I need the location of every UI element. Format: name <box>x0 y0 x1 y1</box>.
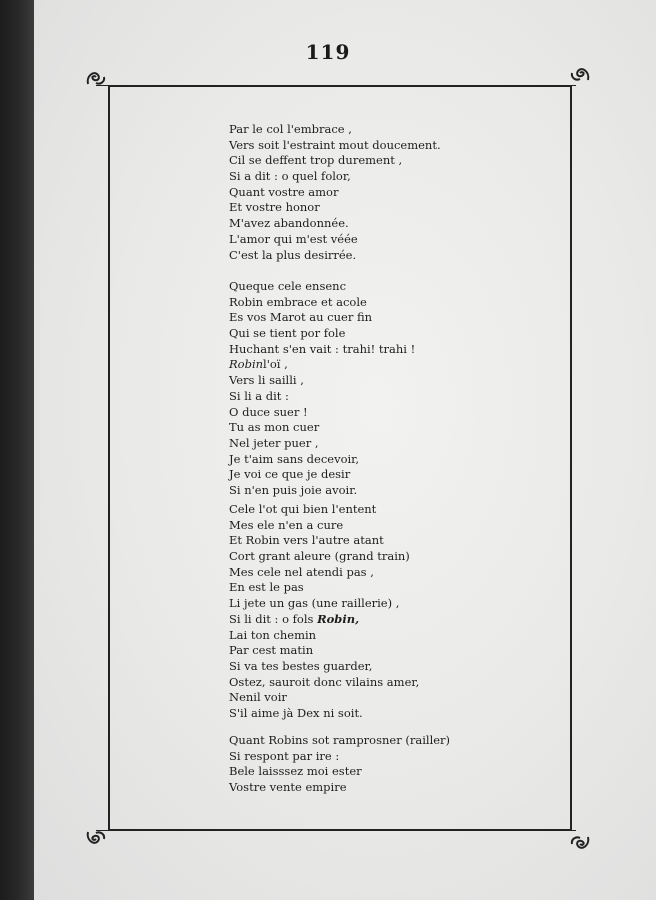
verse-line: Je voi ce que je desir <box>229 467 351 482</box>
verse-line: Si li a dit : <box>229 388 289 403</box>
stanza-3 <box>229 502 419 722</box>
verse-line: Ostez, sauroit donc vilains amer, <box>229 674 420 689</box>
verse-line: Quant vostre amor <box>229 184 339 199</box>
verse-line-start: Si li dit : o fols <box>229 611 314 626</box>
verse-line: Lai ton chemin <box>229 627 317 642</box>
character-name-robin: Robin <box>229 357 264 372</box>
verse-line: Li jete un gas (une raillerie) , <box>229 596 400 611</box>
verse-line: Vostre vente empire <box>229 780 347 795</box>
verse-line: Si va tes bestes guarder, <box>229 658 373 673</box>
verse-line-rest: l'oï , <box>263 357 288 372</box>
character-name-robin: Robin, <box>317 611 360 626</box>
stanza-1 <box>229 122 441 263</box>
verse-line-with-name <box>229 357 415 373</box>
verse-line: Cort grant aleure (grand train) <box>229 549 410 564</box>
corner-ornament-bottom-left <box>84 828 108 850</box>
verse-line-with-name <box>229 612 419 628</box>
verse-line: Si n'en puis joie avoir. <box>229 482 358 497</box>
verse-line: Par le col l'embrace , <box>229 122 352 136</box>
verse-line: Si respont par ire : <box>229 748 340 763</box>
fleuron-icon <box>84 828 108 850</box>
verse-line: Cele l'ot qui bien l'entent <box>229 502 377 516</box>
verse-line: Je t'aim sans decevoir, <box>229 451 360 466</box>
verse-line: M'avez abandonnée. <box>229 216 349 231</box>
verse-line: Tu as mon cuer <box>229 420 320 435</box>
verse-line: Vers soit l'estraint mout doucement. <box>229 137 441 152</box>
verse-line: Cil se deffent trop durement , <box>229 153 403 168</box>
stanza-2 <box>229 279 415 499</box>
verse-line: Quant Robins sot ramprosner (railler) <box>229 733 451 747</box>
verse-line: Qui se tient por fole <box>229 326 346 341</box>
verse-line: L'amor qui m'est véée <box>229 231 358 246</box>
verse-line: Robin embrace et acole <box>229 294 367 309</box>
page-number: 119 <box>305 40 351 64</box>
corner-ornament-bottom-right <box>568 833 592 855</box>
verse-line: En est le pas <box>229 580 304 595</box>
corner-ornament-top-right <box>568 62 592 84</box>
verse-line: O duce suer ! <box>229 404 308 419</box>
verse-line: Et vostre honor <box>229 200 320 215</box>
verse-line: Queque cele ensenc <box>229 279 347 293</box>
stanza-4 <box>229 733 450 796</box>
verse-line: Nel jeter puer , <box>229 435 319 450</box>
verse-line: C'est la plus desirrée. <box>229 247 357 262</box>
border-bottom-rule <box>96 830 576 831</box>
verse-line: Mes ele n'en a cure <box>229 517 344 532</box>
verse-line: Mes cele nel atendi pas , <box>229 564 374 579</box>
verse-line: S'il aime jà Dex ni soit. <box>229 705 363 720</box>
verse-line: Par cest matin <box>229 643 314 658</box>
verse-line: Vers li sailli , <box>229 373 304 388</box>
fleuron-icon <box>568 62 592 84</box>
border-top-rule <box>96 85 576 86</box>
verse-line: Et Robin vers l'autre atant <box>229 533 384 548</box>
corner-ornament-top-left <box>84 66 108 88</box>
verse-line: Bele laisssez moi ester <box>229 764 362 779</box>
book-spine-shadow <box>0 0 34 900</box>
fleuron-icon <box>568 833 592 855</box>
verse-line: Huchant s'en vait : trahi! trahi ! <box>229 341 416 356</box>
verse-line: Si a dit : o quel folor, <box>229 169 351 184</box>
fleuron-icon <box>84 66 108 88</box>
verse-line: Nenil voir <box>229 690 287 705</box>
verse-line: Es vos Marot au cuer fin <box>229 310 373 325</box>
